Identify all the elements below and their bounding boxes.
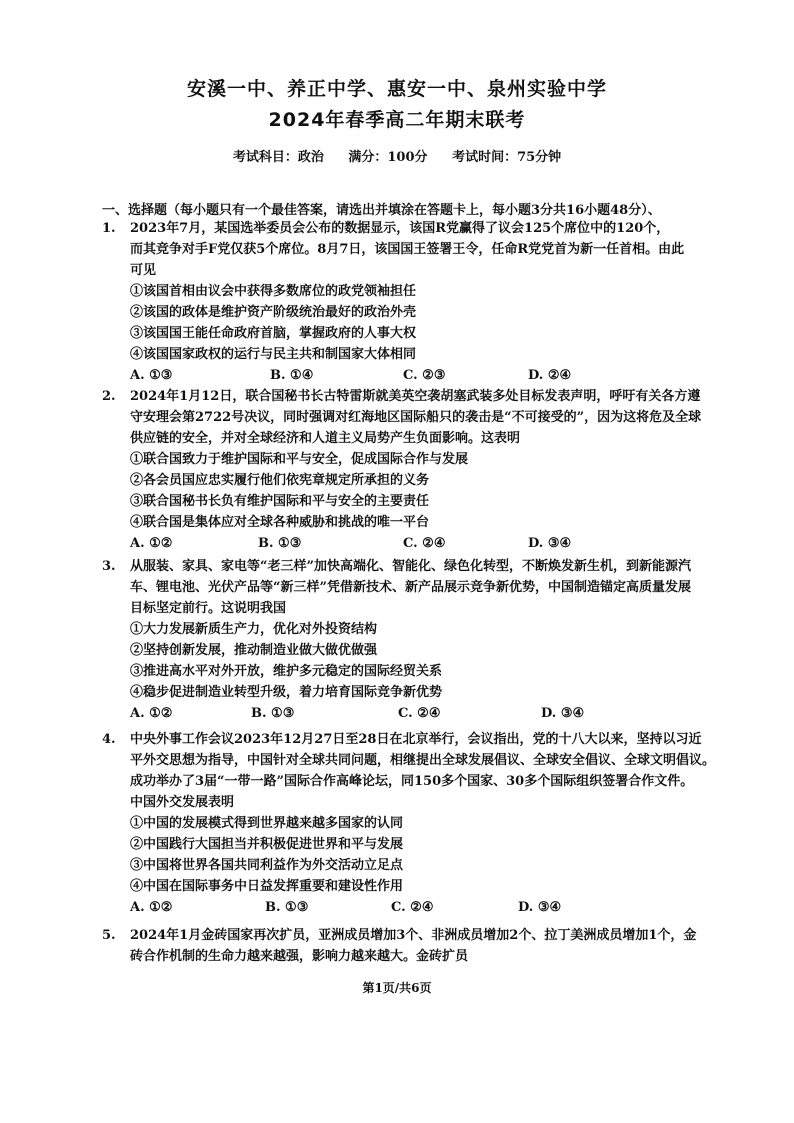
option-statement: ④该国国家政权的运行与民主共和制国家大体相同 bbox=[130, 347, 417, 362]
question-number: 5. bbox=[102, 928, 116, 943]
page-number: 第1页/共6页 bbox=[362, 981, 432, 995]
stem-line: 车、锂电池、光伏产品等“新三样”凭借新技术、新产品展示竞争新优势，中国制造锚定高质量发展 bbox=[130, 580, 691, 595]
question-number: 1. bbox=[102, 221, 116, 236]
stem-line: 守安理会第2722号决议，同时强调对红海地区国际船只的袭击是“不可接受的”，因为这将危及全球 bbox=[130, 410, 702, 425]
stem-line: 从服装、家具、家电等“老三样”加快高端化、智能化、绿色化转型，不断焕发新生机，到新能源汽 bbox=[130, 559, 691, 574]
option-statement: ③推进高水平对外开放，维护多元稳定的国际经贸关系 bbox=[130, 664, 443, 679]
option-statement: ②坚持创新发展，推动制造业做大做优做强 bbox=[130, 643, 378, 658]
exam-full-score: 满分：100分 bbox=[348, 150, 428, 165]
answer-choices bbox=[130, 703, 722, 724]
stem-line: 砖合作机制的生命力越来越强，影响力越来越大。金砖扩员 bbox=[130, 949, 469, 964]
stem-line: 中国外交发展表明 bbox=[130, 795, 235, 810]
question-stem bbox=[130, 218, 722, 281]
choice-d: D. ③④ bbox=[518, 900, 562, 915]
choice-b: B. ①③ bbox=[258, 536, 302, 551]
option-statement: ①联合国致力于维护国际和平与安全，促成国际合作与发展 bbox=[130, 452, 469, 467]
choice-c: C. ②③ bbox=[403, 368, 446, 383]
stem-line: 供应链的安全，并对全球经济和人道主义局势产生负面影响。这表明 bbox=[130, 431, 521, 446]
option-statement: ③中国将世界各国共同利益作为外交活动立足点 bbox=[130, 858, 404, 873]
stem-line: 而其竞争对手F党仅获5个席位。8月7日，该国国王签署王令，任命R党党首为新一任首相。由此 bbox=[130, 242, 685, 257]
choice-b: B. ①③ bbox=[265, 900, 309, 915]
question-2 bbox=[102, 386, 722, 554]
stem-line: 中央外事工作会议2023年12月27日至28日在北京举行，会议指出，党的十八大以来，坚持以习近 bbox=[130, 732, 702, 747]
question-4 bbox=[102, 729, 722, 918]
choice-a: A. ①② bbox=[130, 536, 173, 551]
question-stem bbox=[130, 556, 722, 619]
question-stem bbox=[130, 925, 722, 967]
question-number: 2. bbox=[102, 389, 116, 404]
choice-b: B. ①③ bbox=[251, 706, 295, 721]
option-statement: ③联合国秘书长负有维护国际和平与安全的主要责任 bbox=[130, 494, 430, 509]
option-statement: ①大力发展新质生产力，优化对外投资结构 bbox=[130, 622, 378, 637]
question-stem bbox=[130, 729, 722, 813]
choice-a: A. ①② bbox=[130, 900, 173, 915]
choice-c: C. ②④ bbox=[403, 536, 446, 551]
section-title: 一、选择题（每小题只有一个最佳答案，请选出并填涂在答题卡上，每小题3分共16小题48分）、 bbox=[102, 203, 661, 218]
option-statement: ①该国首相由议会中获得多数席位的政党领袖担任 bbox=[130, 284, 417, 299]
choice-c: C. ②④ bbox=[391, 900, 434, 915]
option-statement: ③该国国王能任命政府首脑，掌握政府的人事大权 bbox=[130, 326, 417, 341]
stem-line: 2024年1月12日，联合国秘书长古特雷斯就美英空袭胡塞武装多处目标发表声明，呼吁有关各方遵 bbox=[130, 389, 701, 404]
exam-subject: 考试科目：政治 bbox=[232, 150, 324, 165]
option-statement: ④中国在国际事务中日益发挥重要和建设性作用 bbox=[130, 879, 404, 894]
exam-title: 2024年春季高二年期末联考 bbox=[268, 109, 526, 131]
choice-d: D. ②④ bbox=[528, 368, 572, 383]
option-statement: ④稳步促进制造业转型升级，着力培育国际竞争新优势 bbox=[130, 685, 443, 700]
question-stem bbox=[130, 386, 722, 449]
stem-line: 成功举办了3届“一带一路”国际合作高峰论坛，同150多个国家、30多个国际组织签署合作文件。 bbox=[130, 774, 694, 789]
question-number: 4. bbox=[102, 732, 116, 747]
option-statement: ①中国的发展模式得到世界越来越多国家的认同 bbox=[130, 816, 404, 831]
option-statement: ②该国的政体是维护资产阶级统治最好的政治外壳 bbox=[130, 305, 417, 320]
question-3 bbox=[102, 556, 722, 724]
answer-choices bbox=[130, 365, 722, 386]
choice-a: A. ①③ bbox=[130, 368, 173, 383]
option-statement: ④联合国是集体应对全球各种威胁和挑战的唯一平台 bbox=[130, 515, 430, 530]
stem-line: 可见 bbox=[130, 263, 157, 278]
choice-b: B. ①④ bbox=[270, 368, 314, 383]
exam-time: 考试时间：75分钟 bbox=[452, 150, 562, 165]
answer-choices bbox=[130, 897, 722, 918]
exam-info bbox=[0, 146, 794, 165]
stem-line: 目标坚定前行。这说明我国 bbox=[130, 601, 287, 616]
choice-c: C. ②④ bbox=[398, 706, 441, 721]
choice-d: D. ③④ bbox=[528, 536, 572, 551]
choice-a: A. ①② bbox=[130, 706, 173, 721]
option-statement: ②中国践行大国担当并积极促进世界和平与发展 bbox=[130, 837, 404, 852]
question-1 bbox=[102, 218, 722, 386]
stem-line: 2023年7月，某国选举委员会公布的数据显示，该国R党赢得了议会125个席位中的120个， bbox=[130, 221, 670, 236]
question-number: 3. bbox=[102, 559, 116, 574]
answer-choices bbox=[130, 533, 722, 554]
choice-d: D. ③④ bbox=[541, 706, 585, 721]
stem-line: 2024年1月金砖国家再次扩员，亚洲成员增加3个、非洲成员增加2个、拉丁美洲成员增加1个，金 bbox=[130, 928, 697, 943]
stem-line: 平外交思想为指导，中国针对全球共同问题，相继提出全球发展倡议、全球安全倡议、全球文明倡议。 bbox=[130, 753, 716, 768]
school-names: 安溪一中、养正中学、惠安一中、泉州实验中学 bbox=[186, 78, 607, 100]
question-5 bbox=[102, 925, 722, 967]
option-statement: ②各会员国应忠实履行他们依宪章规定所承担的义务 bbox=[130, 473, 430, 488]
